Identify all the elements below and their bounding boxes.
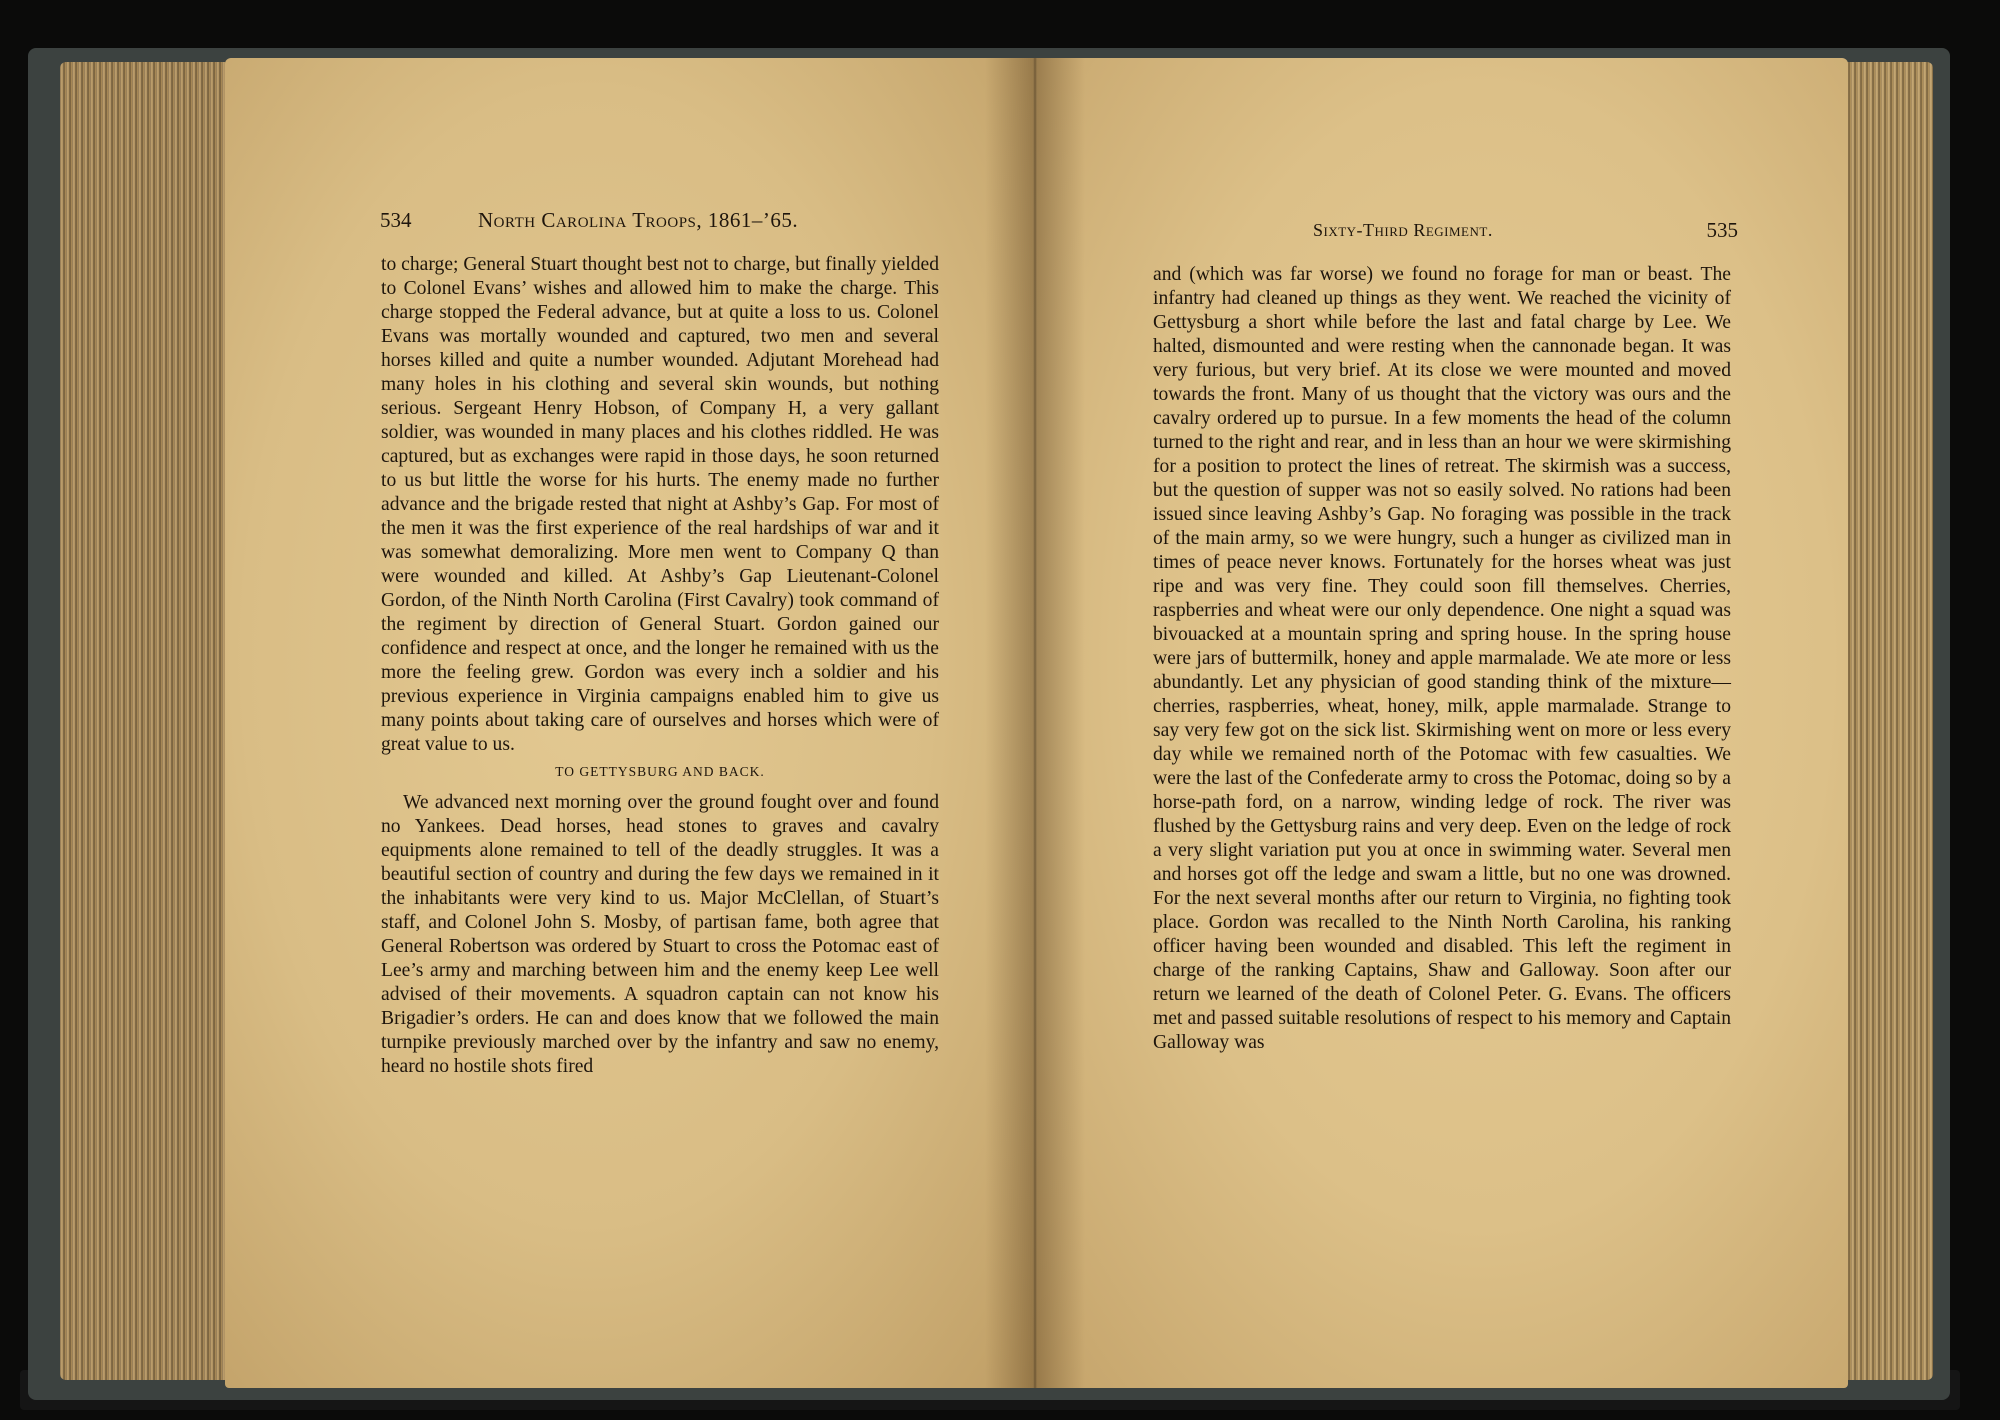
right-text-column [1153, 263, 1731, 1055]
page-edges-left [60, 62, 230, 1380]
right-page-number: 535 [1706, 218, 1738, 242]
left-page-number: 534 [380, 208, 412, 232]
right-page [1033, 58, 1848, 1388]
page-edges-right [1845, 62, 1933, 1380]
right-running-title: Sixty-Third Regiment. [1313, 220, 1493, 240]
left-page [225, 58, 1033, 1388]
right-paragraph-1: and (which was far worse) we found no forage for man or beast. The infantry had cleaned up things as they went. We reached the vicinity of Gettysburg a short while before the last and fatal charge by Lee. We halted, dismounted and were resting when the cannonade began. It was very furious, but very brief. At its close we were mounted and moved towards the front. Many of us thought that the victory was ours and the cavalry ordered up to pursue. In a few moments the head of the column turned to the right and rear, and in less than an hour we were skirmishing for a position to protect the lines of retreat. The skirmish was a success, but the question of supper was not so easily solved. No rations had been issued since leaving Ashby’s Gap. No foraging was possible in the track of the main army, so we were hungry, such a hunger as civilized man in times of peace never knows. Fortunately for the horses wheat was just ripe and was very fine. They could soon fill themselves. Cherries, raspberries and wheat were our only dependence. One night a squad was bivouacked at a mountain spring and spring house. In the spring house were jars of buttermilk, honey and apple marmalade. We ate more or less abundantly. Let any physician of good standing think of the mixture—cherries, raspberries, wheat, honey, milk, apple marmalade. Strange to say very few got on the sick list. Skirmishing went on more or less every day while we remained north of the Potomac with few casualties. We were the last of the Confederate army to cross the Potomac, doing so by a horse-path ford, on a narrow, winding ledge of rock. The river was flushed by the Gettysburg rains and very deep. Even on the ledge of rock a very slight variation put you at once in swimming water. Several men and horses got off the ledge and swam a little, but no one was drowned. For the next several months after our return to Virginia, no fighting took place. Gordon was recalled to the Ninth North Carolina, his ranking officer having been wounded and disabled. This left the regiment in charge of the ranking Captains, Shaw and Galloway. Soon after our return we learned of the death of Colonel Peter. G. Evans. The officers met and passed suitable resolutions of respect to his memory and Captain Galloway was [1153, 264, 1731, 1053]
left-running-title: North Carolina Troops, 1861–’65. [478, 208, 799, 232]
left-paragraph-2: We advanced next morning over the ground fought over and found no Yankees. Dead horses, head stones to graves and cavalry equipments alone remained to tell of the deadly struggles. It was a beautiful section of country and during the few days we remained in it the inhabitants were very kind to us. Major McClellan, of Stuart’s staff, and Colonel John S. Mosby, of partisan fame, both agree that General Robertson was ordered by Stuart to cross the Potomac east of Lee’s army and marching between him and the enemy keep Lee well advised of their movements. A squadron captain can not know his Brigadier’s orders. He can and does know that we followed the main turnpike previously marched over by the infantry and saw no enemy, heard no hostile shots fired [381, 792, 939, 1077]
left-text-column [381, 253, 939, 1079]
left-paragraph-1: to charge; General Stuart thought best not to charge, but finally yielded to Colonel Evans’ wishes and allowed him to make the charge. This charge stopped the Federal advance, but at quite a loss to us. Colonel Evans was mortally wounded and captured, two men and several horses killed and quite a number wounded. Adjutant Morehead had many holes in his clothing and several skin wounds, but nothing serious. Sergeant Henry Hobson, of Company H, a very gallant soldier, was wounded in many places and his clothes riddled. He was captured, but as exchanges were rapid in those days, he soon returned to us but little the worse for his hurts. The enemy made no further advance and the brigade rested that night at Ashby’s Gap. For most of the men it was the first experience of the real hardships of war and it was somewhat demoralizing. More men went to Company Q than were wounded and killed. At Ashby’s Gap Lieutenant-Colonel Gordon, of the Ninth North Carolina (First Cavalry) took command of the regiment by direction of General Stuart. Gordon gained our confidence and respect at once, and the longer he remained with us the more the feeling grew. Gordon was every inch a soldier and his previous experience in Virginia campaigns enabled him to give us many points about taking care of ourselves and horses which were of great value to us. [381, 254, 939, 755]
section-heading: TO GETTYSBURG AND BACK. [555, 764, 765, 779]
